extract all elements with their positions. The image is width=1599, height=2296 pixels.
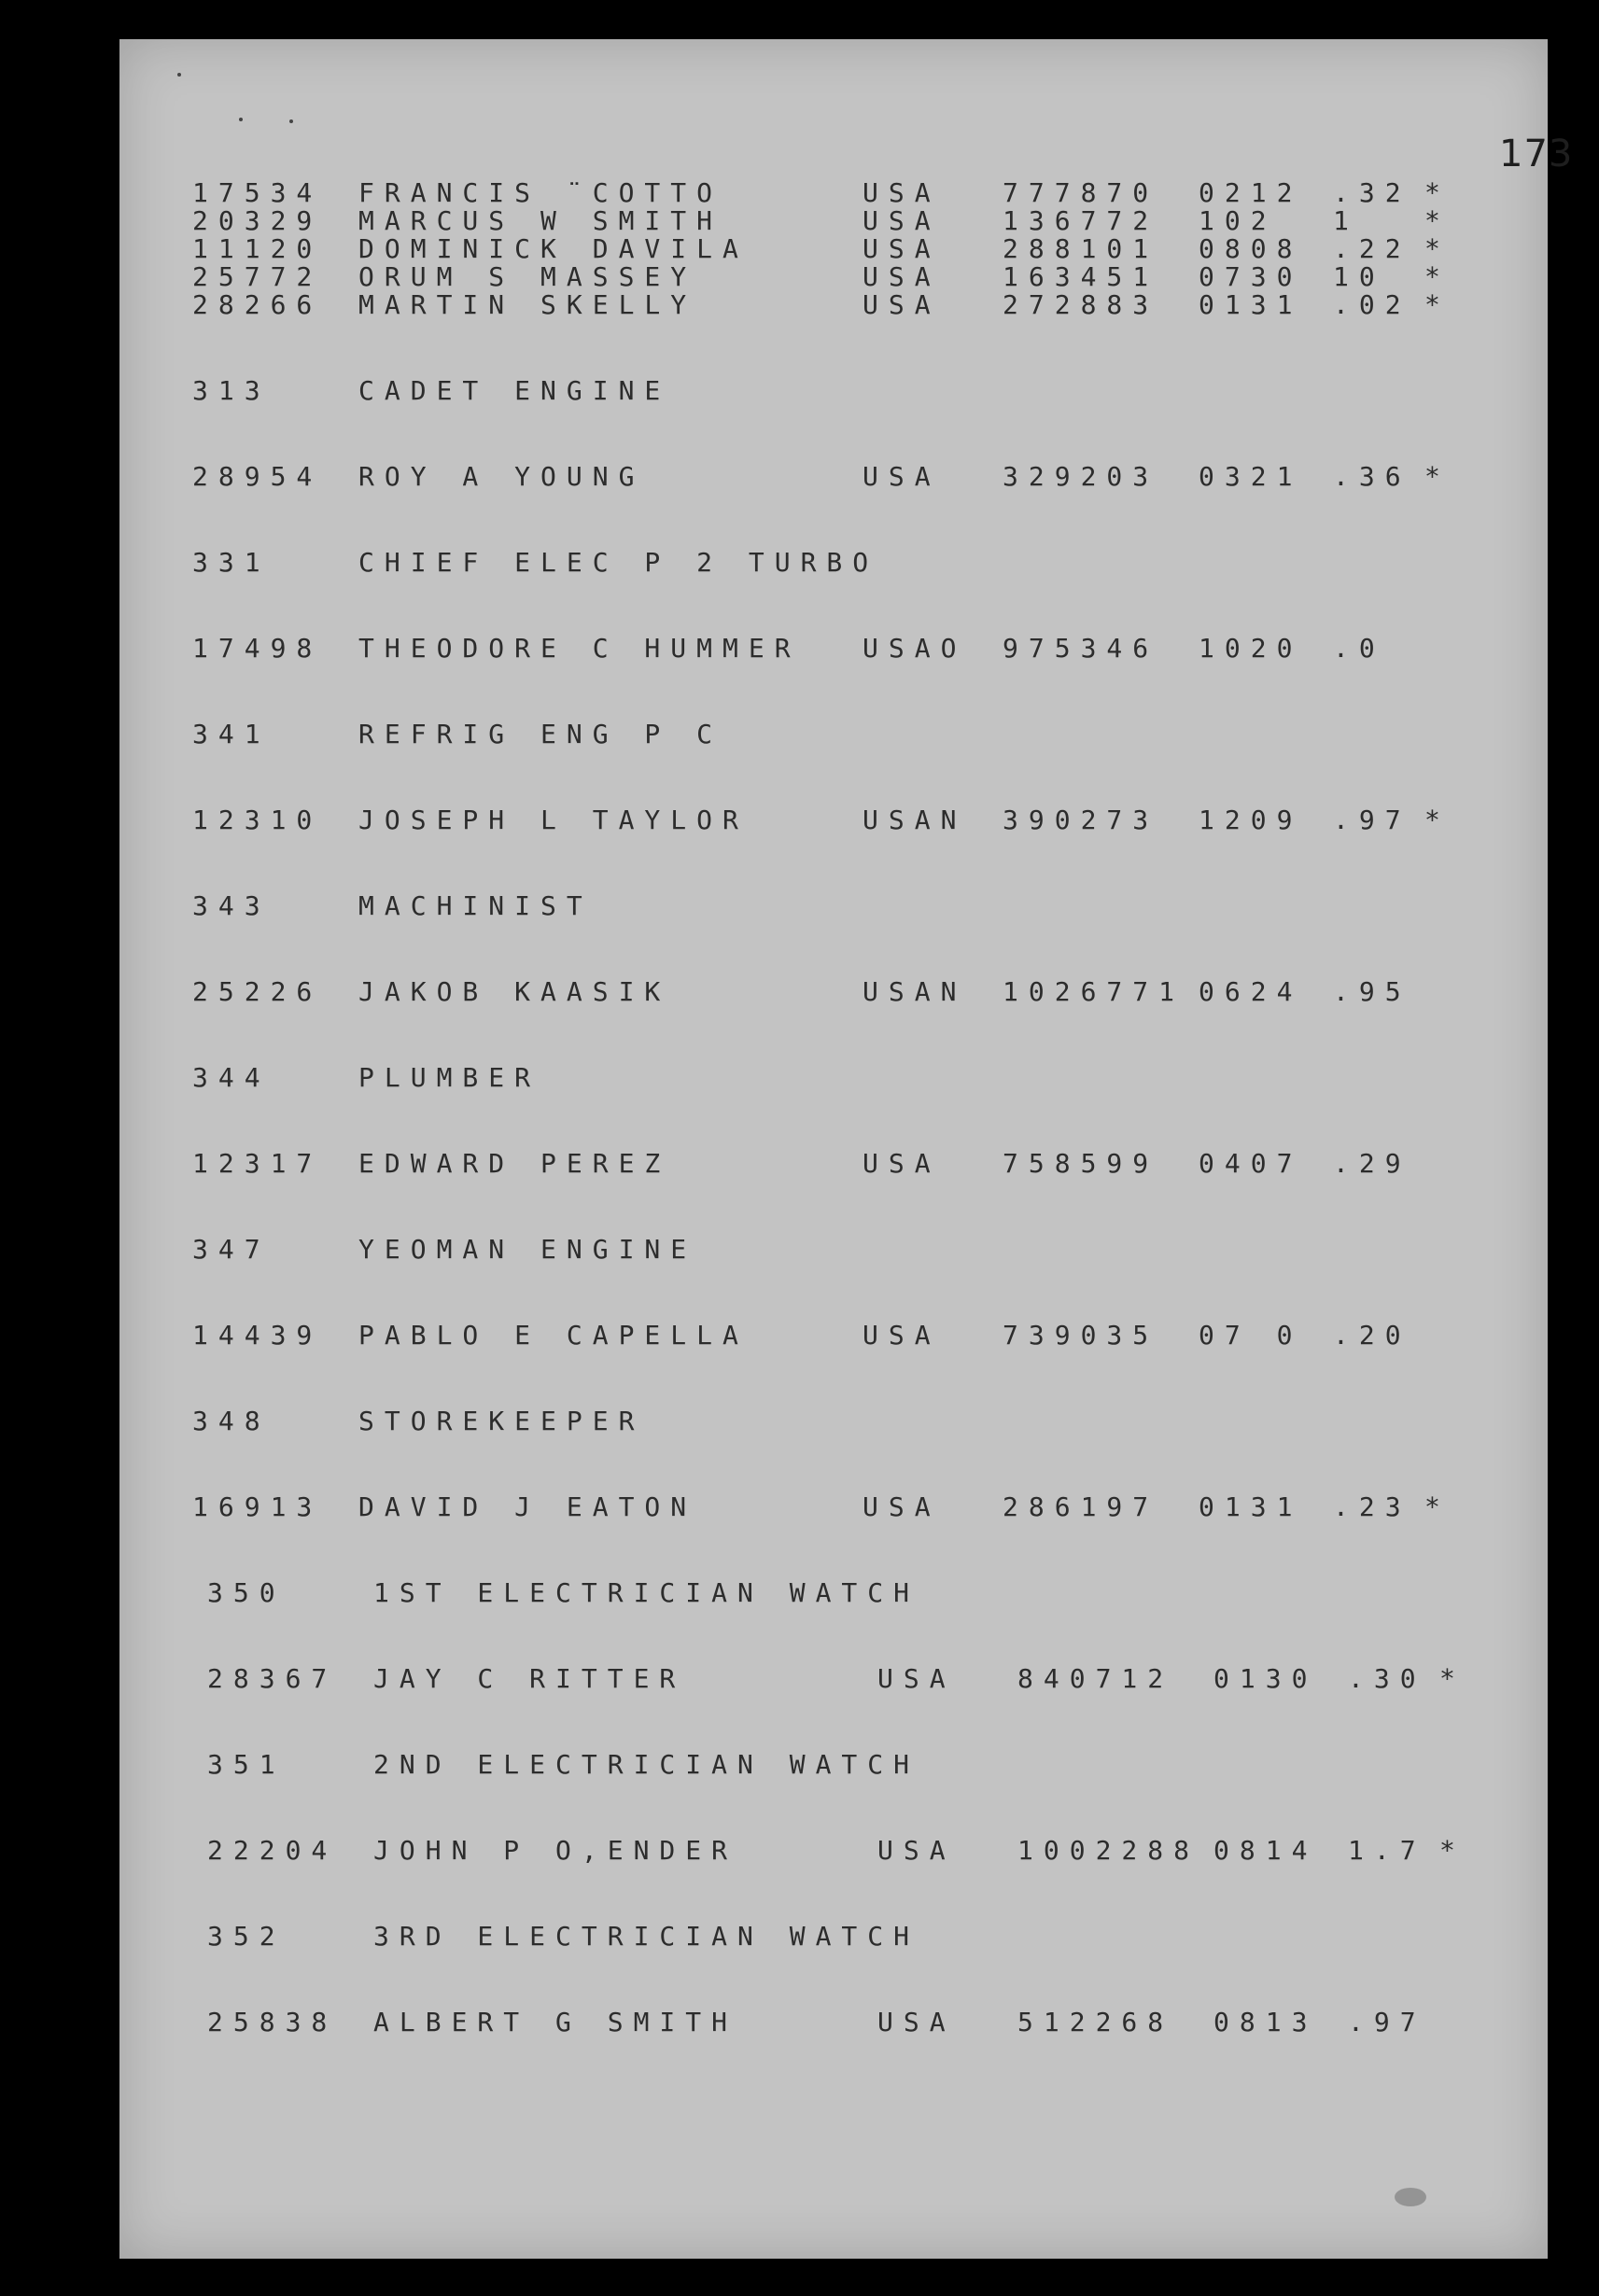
entry-date: 0130 bbox=[1213, 1663, 1318, 1694]
entry-name: JOHN P O,ENDER bbox=[373, 1835, 738, 1866]
entry-mark: * bbox=[1424, 205, 1451, 236]
entry-value: .29 bbox=[1333, 1148, 1411, 1179]
entry-name: MARTIN SKELLY bbox=[358, 289, 697, 320]
section-title: PLUMBER bbox=[358, 1062, 541, 1093]
entry-code: 14439 bbox=[192, 1320, 323, 1351]
entry-mark: * bbox=[1424, 233, 1451, 264]
dust-speck bbox=[239, 118, 243, 121]
entry-date: 0813 bbox=[1213, 2007, 1318, 2037]
entry-mark: * bbox=[1424, 1491, 1451, 1522]
entry-number: 840712 bbox=[1017, 1663, 1174, 1694]
entry-code: 28367 bbox=[207, 1663, 338, 1694]
top-entry-row bbox=[192, 205, 1462, 237]
section-entry-row bbox=[192, 976, 1462, 1008]
page-number: 173 bbox=[1499, 133, 1574, 175]
entry-value: 1 bbox=[1333, 205, 1359, 236]
section-title: 3RD ELECTRICIAN WATCH bbox=[373, 1921, 920, 1952]
entry-code: 25772 bbox=[192, 261, 323, 292]
entry-number: 512268 bbox=[1017, 2007, 1174, 2037]
section-entry-row bbox=[192, 1491, 1462, 1523]
section-title: 2ND ELECTRICIAN WATCH bbox=[373, 1749, 920, 1780]
entry-date: 07 0 bbox=[1199, 1320, 1303, 1351]
section-code: 347 bbox=[192, 1234, 271, 1265]
entry-date: 0808 bbox=[1199, 233, 1303, 264]
entry-mark: * bbox=[1424, 805, 1451, 835]
section-entry-row bbox=[192, 1148, 1462, 1180]
entry-date: 1209 bbox=[1199, 805, 1303, 835]
entry-code: 25838 bbox=[207, 2007, 338, 2037]
entry-name: JAKOB KAASIK bbox=[358, 976, 671, 1007]
entry-citizenship: USA bbox=[863, 1491, 941, 1522]
entry-citizenship: USA bbox=[877, 1663, 956, 1694]
section-entry-row bbox=[207, 1663, 1477, 1695]
section-code: 344 bbox=[192, 1062, 271, 1093]
entry-code: 16913 bbox=[192, 1491, 323, 1522]
entry-name: PABLO E CAPELLA bbox=[358, 1320, 749, 1351]
entry-name: DAVID J EATON bbox=[358, 1491, 697, 1522]
entry-date: 0407 bbox=[1199, 1148, 1303, 1179]
entry-value: 10 bbox=[1333, 261, 1385, 292]
section-header bbox=[192, 1062, 1312, 1094]
entry-citizenship: USA bbox=[863, 233, 941, 264]
entry-name: ALBERT G SMITH bbox=[373, 2007, 738, 2037]
entry-citizenship: USA bbox=[863, 205, 941, 236]
section-entry-row bbox=[207, 2007, 1477, 2038]
entry-code: 20329 bbox=[192, 205, 323, 236]
entry-date: 0624 bbox=[1199, 976, 1303, 1007]
section-code: 331 bbox=[192, 547, 271, 578]
top-entry-row bbox=[192, 289, 1462, 321]
section-title: REFRIG ENG P C bbox=[358, 719, 723, 749]
section-header bbox=[192, 375, 1312, 407]
entry-number: 758599 bbox=[1003, 1148, 1159, 1179]
entry-mark: * bbox=[1424, 289, 1451, 320]
entry-value: .97 bbox=[1333, 805, 1411, 835]
entry-date: 0321 bbox=[1199, 461, 1303, 492]
entry-date: 0131 bbox=[1199, 1491, 1303, 1522]
entry-mark: * bbox=[1424, 261, 1451, 292]
section-entry-row bbox=[207, 1835, 1477, 1867]
entry-value: 1.7 bbox=[1348, 1835, 1426, 1866]
entry-citizenship: USA bbox=[863, 177, 941, 208]
section-title: CADET ENGINE bbox=[358, 375, 671, 406]
entry-name: ORUM S MASSEY bbox=[358, 261, 697, 292]
entry-code: 17498 bbox=[192, 633, 323, 664]
entry-code: 22204 bbox=[207, 1835, 338, 1866]
entry-number: 777870 bbox=[1003, 177, 1159, 208]
section-title: 1ST ELECTRICIAN WATCH bbox=[373, 1577, 920, 1608]
entry-date: 0131 bbox=[1199, 289, 1303, 320]
section-title: MACHINIST bbox=[358, 890, 593, 921]
section-code: 351 bbox=[207, 1749, 286, 1780]
section-header bbox=[207, 1921, 1327, 1953]
entry-code: 12310 bbox=[192, 805, 323, 835]
entry-number: 136772 bbox=[1003, 205, 1159, 236]
entry-citizenship: USA bbox=[863, 1320, 941, 1351]
entry-number: 975346 bbox=[1003, 633, 1159, 664]
entry-citizenship: USA bbox=[863, 461, 941, 492]
section-header bbox=[207, 1749, 1327, 1781]
entry-value: .02 bbox=[1333, 289, 1411, 320]
entry-mark: * bbox=[1424, 177, 1451, 208]
section-header bbox=[192, 890, 1312, 922]
entry-number: 288101 bbox=[1003, 233, 1159, 264]
section-title: STOREKEEPER bbox=[358, 1406, 645, 1436]
entry-name: DOMINICK DAVILA bbox=[358, 233, 749, 264]
entry-name: EDWARD PEREZ bbox=[358, 1148, 671, 1179]
entry-code: 25226 bbox=[192, 976, 323, 1007]
entry-value: .95 bbox=[1333, 976, 1411, 1007]
top-entry-row bbox=[192, 177, 1462, 209]
entry-value: .23 bbox=[1333, 1491, 1411, 1522]
top-entry-row bbox=[192, 233, 1462, 265]
entry-date: 0212 bbox=[1199, 177, 1303, 208]
section-code: 352 bbox=[207, 1921, 286, 1952]
top-entry-row bbox=[192, 261, 1462, 293]
entry-mark: * bbox=[1439, 1663, 1466, 1694]
entry-value: .30 bbox=[1348, 1663, 1426, 1694]
ink-smudge bbox=[1395, 2188, 1426, 2206]
section-code: 348 bbox=[192, 1406, 271, 1436]
section-entry-row bbox=[192, 805, 1462, 836]
entry-citizenship: USA bbox=[863, 261, 941, 292]
section-title: YEOMAN ENGINE bbox=[358, 1234, 697, 1265]
dust-speck bbox=[177, 73, 181, 77]
entry-value: .22 bbox=[1333, 233, 1411, 264]
section-entry-row bbox=[192, 1320, 1462, 1351]
section-title: CHIEF ELEC P 2 TURBO bbox=[358, 547, 879, 578]
dust-speck bbox=[289, 119, 293, 123]
entry-value: .36 bbox=[1333, 461, 1411, 492]
entry-citizenship: USAO bbox=[863, 633, 967, 664]
section-header bbox=[207, 1577, 1327, 1609]
entry-citizenship: USAN bbox=[863, 976, 967, 1007]
section-entry-row bbox=[192, 461, 1462, 493]
entry-citizenship: USA bbox=[863, 289, 941, 320]
entry-number: 1026771 bbox=[1003, 976, 1185, 1007]
section-code: 350 bbox=[207, 1577, 286, 1608]
section-code: 313 bbox=[192, 375, 271, 406]
entry-number: 163451 bbox=[1003, 261, 1159, 292]
entry-code: 12317 bbox=[192, 1148, 323, 1179]
entry-number: 1002288 bbox=[1017, 1835, 1200, 1866]
entry-number: 329203 bbox=[1003, 461, 1159, 492]
entry-name: FRANCIS ¨COTTO bbox=[358, 177, 723, 208]
entry-citizenship: USAN bbox=[863, 805, 967, 835]
entry-citizenship: USA bbox=[877, 2007, 956, 2037]
entry-mark: * bbox=[1424, 461, 1451, 492]
entry-name: MARCUS W SMITH bbox=[358, 205, 723, 236]
entry-number: 286197 bbox=[1003, 1491, 1159, 1522]
section-header bbox=[192, 719, 1312, 750]
entry-number: 739035 bbox=[1003, 1320, 1159, 1351]
entry-code: 17534 bbox=[192, 177, 323, 208]
section-header bbox=[192, 1406, 1312, 1437]
entry-name: JOSEPH L TAYLOR bbox=[358, 805, 749, 835]
entry-date: 102 bbox=[1199, 205, 1277, 236]
entry-date: 0814 bbox=[1213, 1835, 1318, 1866]
entry-number: 272883 bbox=[1003, 289, 1159, 320]
entry-citizenship: USA bbox=[877, 1835, 956, 1866]
section-entry-row bbox=[192, 633, 1462, 665]
entry-number: 390273 bbox=[1003, 805, 1159, 835]
entry-code: 28266 bbox=[192, 289, 323, 320]
entry-date: 0730 bbox=[1199, 261, 1303, 292]
entry-value: .20 bbox=[1333, 1320, 1411, 1351]
entry-date: 1020 bbox=[1199, 633, 1303, 664]
document-sheet bbox=[119, 39, 1574, 2259]
entry-mark: * bbox=[1439, 1835, 1466, 1866]
entry-code: 11120 bbox=[192, 233, 323, 264]
entry-value: .97 bbox=[1348, 2007, 1426, 2037]
section-header bbox=[192, 547, 1312, 579]
entry-value: .0 bbox=[1333, 633, 1385, 664]
entry-name: ROY A YOUNG bbox=[358, 461, 645, 492]
section-code: 343 bbox=[192, 890, 271, 921]
entry-name: THEODORE C HUMMER bbox=[358, 633, 801, 664]
entry-code: 28954 bbox=[192, 461, 323, 492]
entry-value: .32 bbox=[1333, 177, 1411, 208]
section-header bbox=[192, 1234, 1312, 1266]
section-code: 341 bbox=[192, 719, 271, 749]
entry-citizenship: USA bbox=[863, 1148, 941, 1179]
entry-name: JAY C RITTER bbox=[373, 1663, 686, 1694]
